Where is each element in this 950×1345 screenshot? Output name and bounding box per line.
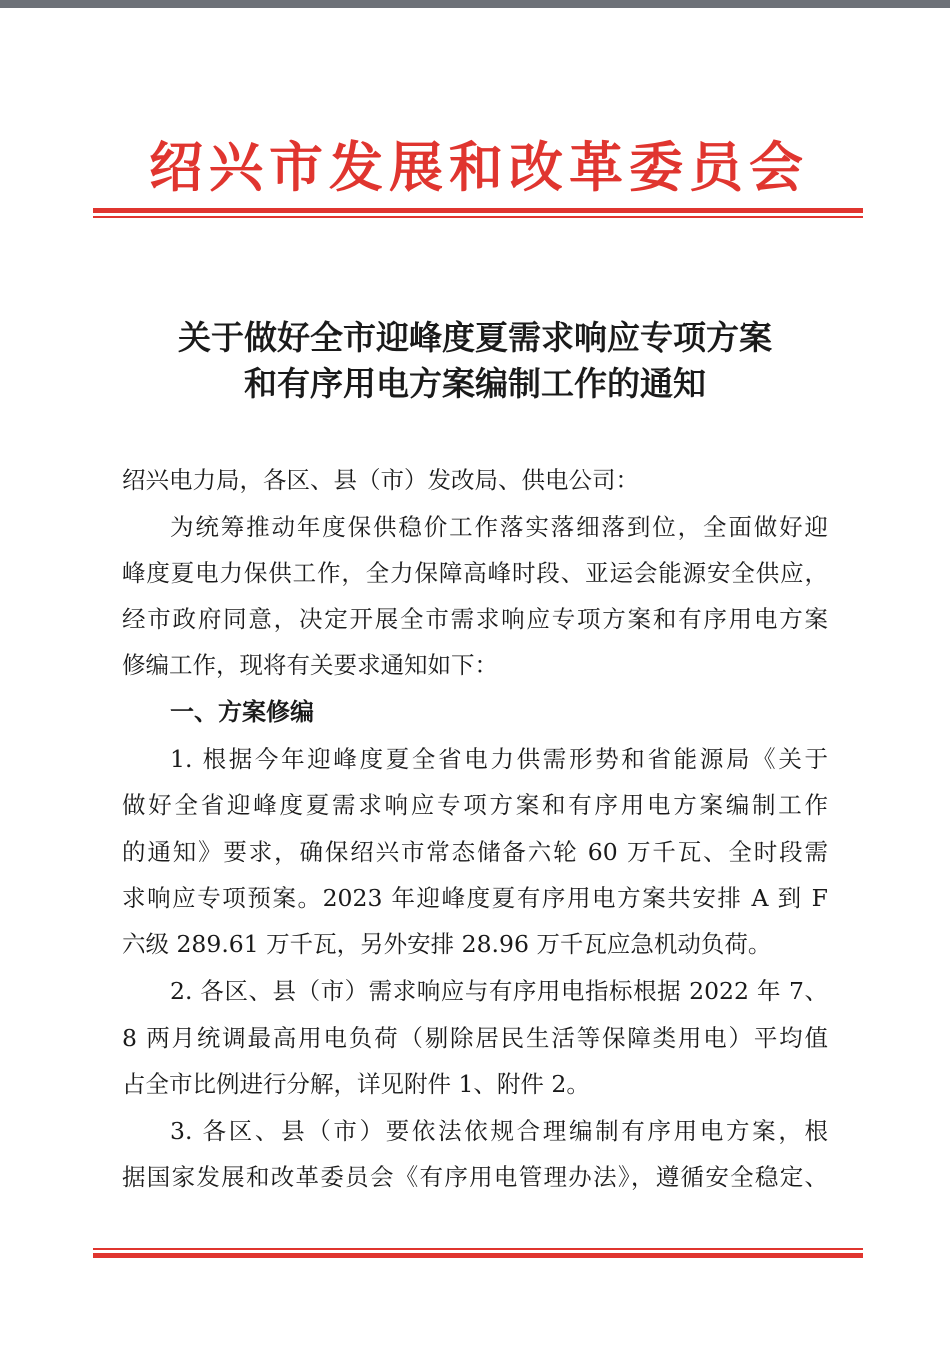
document-title-line-1: 关于做好全市迎峰度夏需求响应专项方案	[178, 318, 772, 357]
intro-line-3: 经市政府同意，决定开展全市需求响应专项方案和有序用电方案	[122, 605, 828, 633]
footer-rule-thin	[93, 1248, 863, 1250]
item-1-line-2: 做好全省迎峰度夏需求响应专项方案和有序用电方案编制工作	[122, 791, 828, 819]
document-title-line-2: 和有序用电方案编制工作的通知	[244, 364, 706, 403]
recipients-line: 绍兴电力局，各区、县（市）发改局、供电公司：	[122, 466, 639, 494]
section-1-heading: 一、方案修编	[170, 697, 314, 726]
item-1-line-3: 的通知》要求，确保绍兴市常态储备六轮 60 万千瓦、全时段需	[122, 838, 828, 866]
item-1-line-1: 1. 根据今年迎峰度夏全省电力供需形势和省能源局《关于	[170, 745, 828, 773]
letterhead-org-name: 绍兴市发展和改革委员会	[149, 135, 809, 199]
footer-rule-thick	[93, 1253, 863, 1258]
item-3-line-1: 3. 各区、县（市）要依法依规合理编制有序用电方案，根	[170, 1117, 828, 1145]
letterhead-rule-thin	[93, 216, 863, 218]
item-2-line-3: 占全市比例进行分解，详见附件 1、附件 2。	[122, 1070, 590, 1098]
intro-line-2: 峰度夏电力保供工作，全力保障高峰时段、亚运会能源安全供应，	[122, 559, 828, 587]
intro-line-1: 为统筹推动年度保供稳价工作落实落细落到位，全面做好迎	[170, 513, 828, 541]
item-3-line-2: 据国家发展和改革委员会《有序用电管理办法》，遵循安全稳定、	[122, 1163, 828, 1191]
scan-top-edge	[0, 0, 950, 8]
intro-line-4: 修编工作，现将有关要求通知如下：	[122, 651, 498, 679]
letterhead-rule-thick	[93, 208, 863, 213]
item-2-line-1: 2. 各区、县（市）需求响应与有序用电指标根据 2022 年 7、	[170, 977, 828, 1005]
item-1-line-5: 六级 289.61 万千瓦，另外安排 28.96 万千瓦应急机动负荷。	[122, 930, 772, 958]
item-2-line-2: 8 两月统调最高用电负荷（剔除居民生活等保障类用电）平均值	[122, 1024, 828, 1052]
item-1-line-4: 求响应专项预案。2023 年迎峰度夏有序用电方案共安排 A 到 F	[122, 884, 828, 912]
